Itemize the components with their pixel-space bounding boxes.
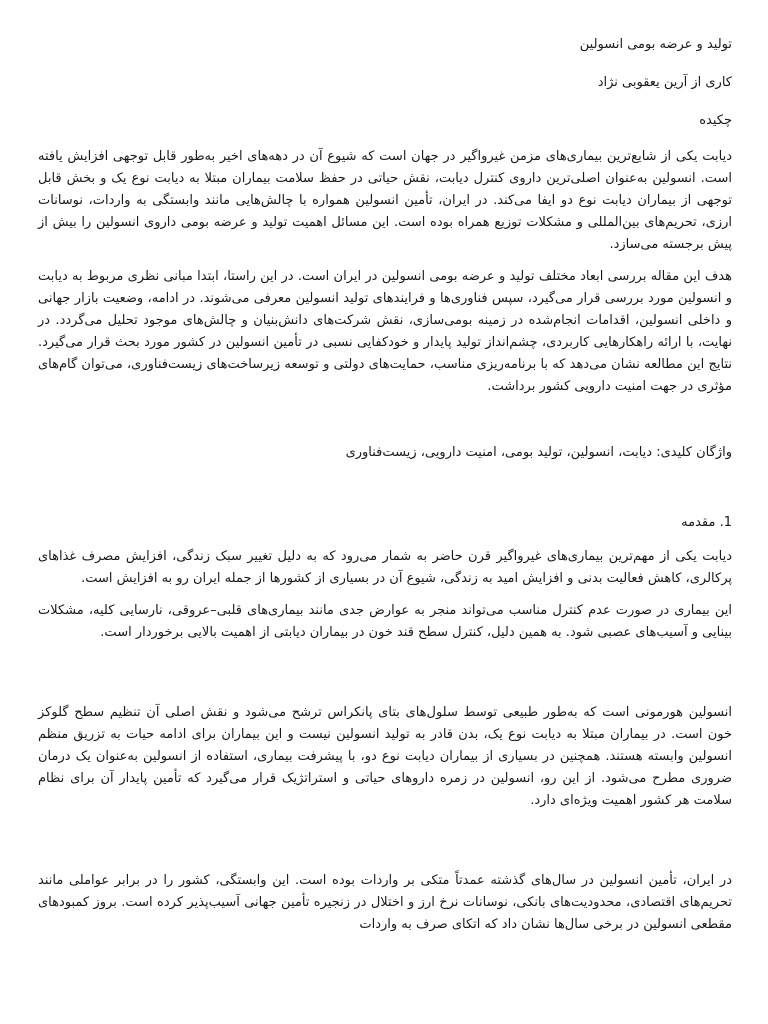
abstract-heading: چکیده <box>699 113 732 128</box>
intro-paragraph-4: در ایران، تأمین انسولین در سال‌های گذشته عمدتاً متکی بر واردات بوده است. این وابستگی، کشور را در برابر عواملی مانند تحریم‌های اقتصادی، محدودیت‌های بانکی، نوسانات نرخ ارز و اختلال در زنجیره تأمین جهانی آسیب‌پذیر کرده است. بروز کمبودهای مقطعی انسولین در برخی سال‌ها نشان داد که اتکای صرف به واردات <box>38 873 732 932</box>
author-line: کاری از آرین یعقوبی نژاد <box>597 75 732 90</box>
spacer <box>38 654 732 702</box>
spacer <box>38 464 732 512</box>
intro-paragraph-2: این بیماری در صورت عدم کنترل مناسب می‌تواند منجر به عوارض جدی مانند بیماری‌های قلبی–عروقی، نارسایی کلیه، مشکلات بینایی و آسیب‌های عصبی شود. به همین دلیل، کنترل سطح قند خون در بیماران دیابتی از اهمیت بالایی برخوردار است. <box>38 603 732 640</box>
abstract-paragraph-1: دیابت یکی از شایع‌ترین بیماری‌های مزمن غیرواگیر در جهان است که شیوع آن در دهه‌های اخیر به‌طور قابل توجهی افزایش یافته است. انسولین به‌عنوان اصلی‌ترین داروی کنترل دیابت، نقش حیاتی در حفظ سلامت بیماران مبتلا به دیابت نوع یک و بخش قابل توجهی از بیماران دیابت نوع دو ایفا می‌کند. در ایران، تأمین انسولین همواره با چالش‌هایی مانند وابستگی به واردات، نوسانات ارزی، تحریم‌های بین‌المللی و مشکلات توزیع همراه بوده است. این مسائل اهمیت تولید و عرضه بومی داروی انسولین را بیش از پیش برجسته می‌سازد. <box>38 149 732 252</box>
intro-paragraph-3: انسولین هورمونی است که به‌طور طبیعی توسط سلول‌های بتای پانکراس ترشح می‌شود و نقش اصلی آن تنظیم سطح گلوکز خون است. در بیماران مبتلا به دیابت نوع یک، بدن قادر به تولید انسولین نیست و این بیماران برای ادامه حیات به تزریق منظم انسولین وابسته هستند. همچنین در بسیاری از بیماران دیابت نوع دو، با پیشرفت بیماری، استفاده از انسولین به‌عنوان یک درمان ضروری مطرح می‌شود. از این رو، انسولین در زمره داروهای حیاتی و استراتژیک قرار می‌گیرد که تأمین پایدار آن برای نظام سلامت هر کشور اهمیت ویژه‌ای دارد. <box>38 705 732 808</box>
intro-paragraph-1: دیابت یکی از مهم‌ترین بیماری‌های غیرواگیر قرن حاضر به شمار می‌رود که به دلیل تغییر سبک زندگی، افزایش مصرف غذاهای پرکالری، کاهش فعالیت بدنی و افزایش امید به زندگی، شیوع آن در بسیاری از کشورها از جمله ایران رو به افزایش است. <box>38 549 732 586</box>
spacer <box>38 408 732 442</box>
document-title: تولید و عرضه بومی انسولین <box>579 37 732 52</box>
spacer <box>38 822 732 870</box>
abstract-paragraph-2: هدف این مقاله بررسی ابعاد مختلف تولید و عرضه بومی انسولین در ایران است. در این راستا، ابتدا مبانی نظری مربوط به دیابت و انسولین مورد بررسی قرار می‌گیرد، سپس فناوری‌ها و فرایندهای تولید انسولین معرفی می‌شوند. در ادامه، وضعیت بازار جهانی و داخلی انسولین، اقدامات انجام‌شده در زمینه بومی‌سازی، نقش شرکت‌های دانش‌بنیان و چالش‌های موجود تحلیل می‌گردد. در نهایت، با ارائه راهکارهایی کاربردی، چشم‌انداز تولید پایدار و خودکفایی نسبی در تأمین انسولین در کشور مورد بحث قرار می‌گیرد. نتایج این مطالعه نشان می‌دهد که با برنامه‌ریزی مناسب، حمایت‌های دولتی و توسعه زیرساخت‌های زیست‌فناوری، می‌توان گام‌های مؤثری در جهت امنیت دارویی کشور برداشت. <box>38 269 732 394</box>
keywords-line: واژگان کلیدی: دیابت، انسولین، تولید بومی، امنیت دارویی، زیست‌فناوری <box>345 445 732 460</box>
section-heading-introduction: 1. مقدمه <box>681 515 732 530</box>
